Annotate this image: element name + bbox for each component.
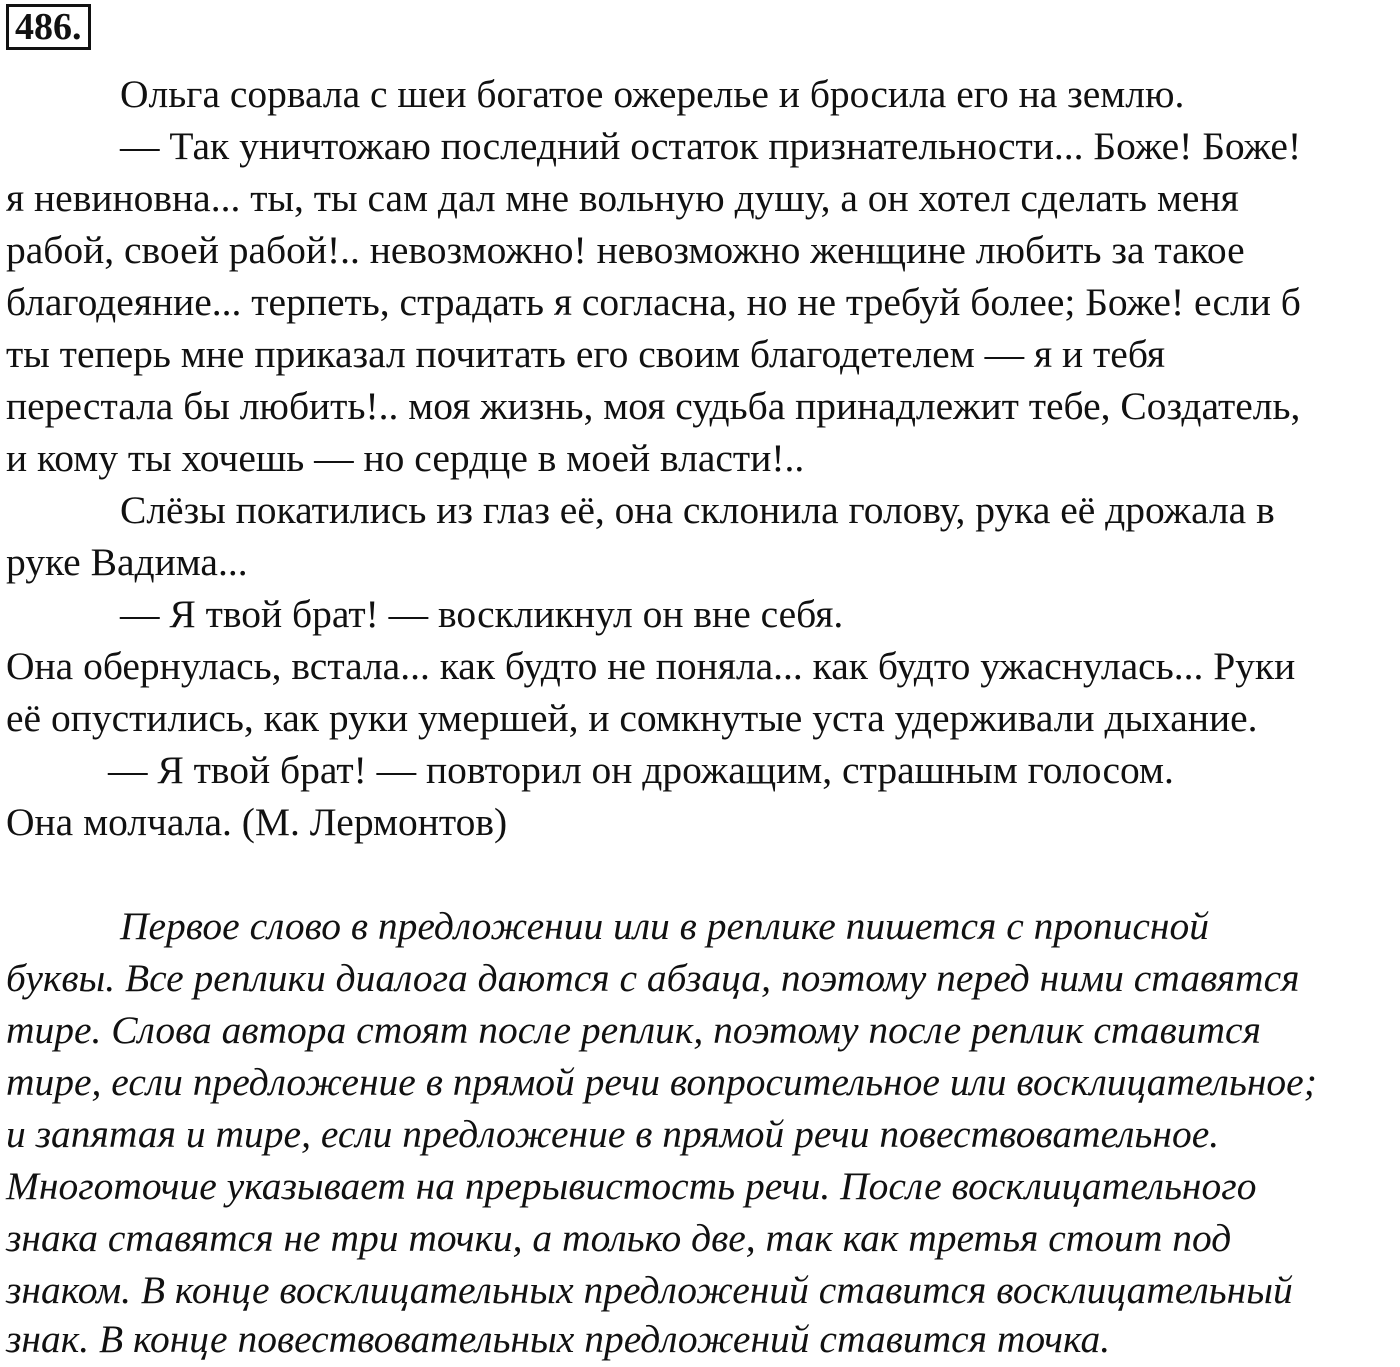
rule-line: Многоточие указывает на прерывистость речи. После восклицательного (6, 1164, 1257, 1208)
text-line: Она молчала. (М. Лермонтов) (6, 800, 508, 844)
text-line: и кому ты хочешь — но сердце в моей власти!.. (6, 436, 805, 480)
rule-line: знаком. В конце восклицательных предложений ставится восклицательный (6, 1268, 1293, 1312)
text-line: Слёзы покатились из глаз её, она склонила голову, рука её дрожала в (120, 488, 1275, 532)
text-line: — Я твой брат! — повторил он дрожащим, страшным голосом. (108, 748, 1174, 792)
rule-line: знака ставятся не три точки, а только две, так как третья стоит под (6, 1216, 1232, 1260)
rule-line: знак. В конце повествовательных предложений ставится точка. (6, 1317, 1111, 1361)
text-line: перестала бы любить!.. моя жизнь, моя судьба принадлежит тебе, Создатель, (6, 384, 1301, 428)
text-line: Ольга сорвала с шеи богатое ожерелье и бросила его на землю. (120, 72, 1185, 116)
rule-line: тире. Слова автора стоят после реплик, поэтому после реплик ставится (6, 1008, 1261, 1052)
text-line: рабой, своей рабой!.. невозможно! невозможно женщине любить за такое (6, 228, 1245, 272)
text-line: я невиновна... ты, ты сам дал мне вольную душу, а он хотел сделать меня (6, 176, 1239, 220)
text-line: Она обернулась, встала... как будто не поняла... как будто ужаснулась... Руки (6, 644, 1296, 688)
rule-line: и запятая и тире, если предложение в прямой речи повествовательное. (6, 1112, 1220, 1156)
text-line: руке Вадима... (6, 540, 248, 584)
rule-line: буквы. Все реплики диалога даются с абзаца, поэтому перед ними ставятся (6, 956, 1300, 1000)
exercise-number: 486. (6, 4, 91, 50)
rule-line: тире, если предложение в прямой речи вопросительное или восклицательное; (6, 1060, 1317, 1104)
text-line: ты теперь мне приказал почитать его своим благодетелем — я и тебя (6, 332, 1166, 376)
text-line: — Так уничтожаю последний остаток признательности... Боже! Боже! (120, 124, 1302, 168)
rule-line: Первое слово в предложении или в реплике пишется с прописной (120, 904, 1210, 948)
text-line: — Я твой брат! — воскликнул он вне себя. (120, 592, 844, 636)
text-line: благодеяние... терпеть, страдать я согласна, но не требуй более; Боже! если б (6, 280, 1301, 324)
text-line: её опустились, как руки умершей, и сомкнутые уста удерживали дыхание. (6, 696, 1258, 740)
